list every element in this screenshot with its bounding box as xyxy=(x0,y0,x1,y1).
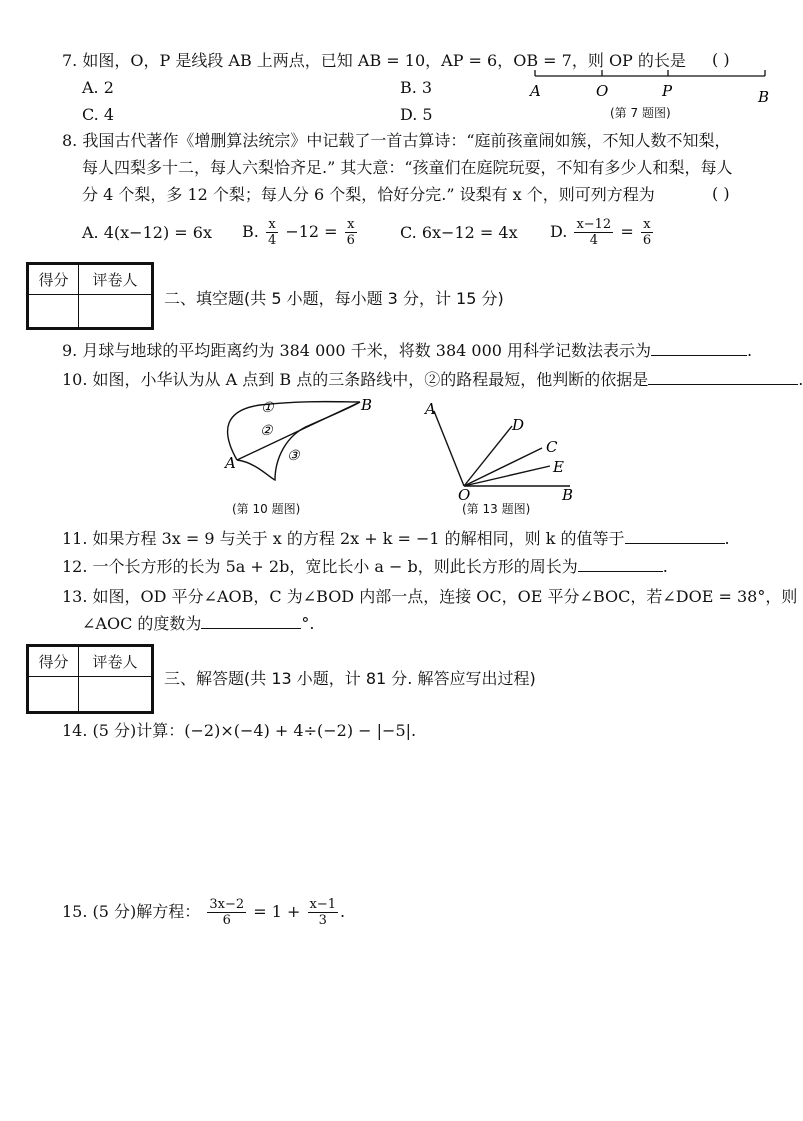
q13-line-2: ∠AOC 的度数为 °. xyxy=(82,614,315,633)
section3-score-box xyxy=(26,644,154,714)
q13-label-a: A xyxy=(425,400,436,418)
q8-answer-paren: ( ) xyxy=(712,184,730,203)
section2-score-cell[interactable] xyxy=(29,295,79,328)
q12-stem: 12. 一个长方形的长为 5a + 2b，宽比长小 a − b，则此长方形的周长为 xyxy=(62,557,578,576)
q8-option-d-label: D. xyxy=(550,222,568,241)
q7-segment-figure xyxy=(520,64,780,104)
q8-option-b xyxy=(242,212,359,252)
section3-grader-label: 评卷人 xyxy=(79,647,152,677)
q13-answer-blank[interactable] xyxy=(201,614,301,629)
q10-answer-blank[interactable] xyxy=(648,370,798,385)
q8-option-c: C. 6x−12 = 4x xyxy=(400,223,518,242)
q9-answer-blank[interactable] xyxy=(651,341,747,356)
q7-answer-paren: ( ) xyxy=(712,50,730,69)
q7-option-b: B. 3 xyxy=(400,78,433,97)
section2-title: 二、填空题(共 5 小题，每小题 3 分，计 15 分) xyxy=(164,289,504,308)
q15-equals: = 1 + xyxy=(253,902,301,921)
q15-answer-area[interactable] xyxy=(62,940,762,1100)
q9-text: 9. 月球与地球的平均距离约为 384 000 千米，将数 384 000 用科学记数法表示为 . xyxy=(62,341,753,360)
q10-stem: 10. 如图，小华认为从 A 点到 B 点的三条路线中，②的路程最短，他判断的依据是 xyxy=(62,370,649,389)
q8-option-b-frac1: $\frac{x}{4}$ xyxy=(267,217,277,248)
section2-score-label: 得分 xyxy=(29,265,79,295)
q8-line-1: 8. 我国古代著作《增删算法统宗》中记载了一首古算诗：“庭前孩童闹如簇，不知人数不知梨， xyxy=(62,131,731,150)
q13-stem-end: ∠AOC 的度数为 xyxy=(82,614,202,633)
q14-text: 14. (5 分)计算：(−2)×(−4) + 4÷(−2) − |−5|. xyxy=(62,721,417,740)
q13-figure-caption: (第 13 题图) xyxy=(462,502,531,516)
q10-point-b-label: B xyxy=(361,396,373,414)
q8-option-b-frac2: $\frac{x}{6}$ xyxy=(346,217,355,248)
q10-figure xyxy=(215,390,385,490)
q7-label-p: P xyxy=(662,82,673,100)
q9-stem: 9. 月球与地球的平均距离约为 384 000 千米，将数 384 000 用科学记数法表示为 xyxy=(62,341,652,360)
q13-figure xyxy=(420,396,590,504)
q13-label-e: E xyxy=(553,458,564,476)
q7-option-c: C. 4 xyxy=(82,105,115,124)
q8-option-b-label: B. xyxy=(242,222,259,241)
q10-text: 10. 如图，小华认为从 A 点到 B 点的三条路线中，②的路程最短，他判断的依据是 . xyxy=(62,370,803,389)
section3-score-label: 得分 xyxy=(29,647,79,677)
q13-label-d: D xyxy=(512,416,525,434)
section3-grader-cell[interactable] xyxy=(79,677,152,712)
q13-label-c: C xyxy=(546,438,558,456)
q15-frac-right: $\frac{x-1}{3}$ xyxy=(309,897,337,928)
q10-route-3-label: ③ xyxy=(287,448,300,464)
q15-frac-left: $\frac{3x-2}{6}$ xyxy=(209,897,245,928)
q7-label-b: B xyxy=(758,88,770,106)
q8-line-3: 分 4 个梨，多 12 个梨；每人分 6 个梨，恰好分完.” 设梨有 x 个，则可列方程为 xyxy=(82,185,655,204)
q7-stem: 7. 如图，O，P 是线段 AB 上两点，已知 AB = 10，AP = 6，OB = 7，则 OP 的长是 xyxy=(62,51,686,70)
q10-point-a-label: A xyxy=(225,454,236,472)
q10-figure-caption: (第 10 题图) xyxy=(232,502,301,516)
q7-option-d: D. 5 xyxy=(400,105,433,124)
q11-answer-blank[interactable] xyxy=(625,529,725,544)
q7-option-a: A. 2 xyxy=(82,78,114,97)
q10-route-1-label: ① xyxy=(261,400,274,416)
section2-grader-cell[interactable] xyxy=(79,295,152,328)
q8-option-d-frac2: $\frac{x}{6}$ xyxy=(642,217,652,248)
q13-line-1: 13. 如图，OD 平分∠AOB，C 为∠BOD 内部一点，连接 OC，OE 平分∠BOC，若∠DOE = 38°，则 xyxy=(62,587,798,606)
q7-figure-caption: (第 7 题图) xyxy=(610,106,671,120)
q8-option-d-mid: = xyxy=(620,222,634,241)
q14-answer-area[interactable] xyxy=(62,750,762,880)
q8-option-d-frac1: $\frac{x-12}{4}$ xyxy=(576,217,612,248)
q7-label-o: O xyxy=(596,82,609,100)
q8-option-a: A. 4(x−12) = 6x xyxy=(82,223,212,242)
section3-title: 三、解答题(共 13 小题，计 81 分. 解答应写出过程) xyxy=(164,669,536,688)
q7-label-a: A xyxy=(530,82,541,100)
q15-text: 15. (5 分)解方程： $\frac{3x-2}{6}$ = 1 + $\frac{x-1}{3}$ . xyxy=(62,897,346,928)
section2-grader-label: 评卷人 xyxy=(79,265,152,295)
q12-answer-blank[interactable] xyxy=(578,557,663,572)
section2-score-box xyxy=(26,262,154,330)
q8-option-b-mid: −12 = xyxy=(285,222,338,241)
q15-stem: 15. (5 分)解方程： xyxy=(62,902,201,921)
q13-label-o: O xyxy=(458,486,471,504)
q10-route-2-label: ② xyxy=(260,423,273,439)
section3-score-cell[interactable] xyxy=(29,677,79,712)
q11-stem: 11. 如果方程 3x = 9 与关于 x 的方程 2x + k = −1 的解相同，则 k 的值等于 xyxy=(62,529,625,548)
q12-text: 12. 一个长方形的长为 5a + 2b，宽比长小 a − b，则此长方形的周长为 . xyxy=(62,557,668,576)
q8-line-2: 每人四梨多十二，每人六梨恰齐足.” 其大意：“孩童们在庭院玩耍，不知有多少人和梨，每人 xyxy=(82,158,733,177)
q11-text: 11. 如果方程 3x = 9 与关于 x 的方程 2x + k = −1 的解相同，则 k 的值等于 . xyxy=(62,529,730,548)
q13-label-b: B xyxy=(562,486,574,504)
q8-option-d xyxy=(550,212,655,252)
